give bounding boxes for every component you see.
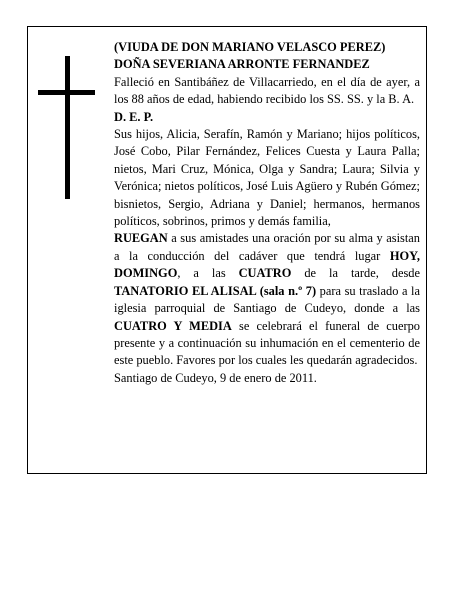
death-statement: Falleció en Santibáñez de Villacarriedo, en el día de ayer, a los 88 años de edad, habiendo recibido los SS. SS. y la B. A. (114, 74, 420, 107)
day-text: HOY, DOMINGO (114, 248, 420, 281)
request-text-1: a sus amistades una oración por su alma y asistan a la conducción del cadáver que tendrá lugar (114, 231, 420, 263)
request-text-5: se celebrará el funeral de cuerpo presente y a continuación su inhumación en el cementerio de este pueblo. Favores por los cuales les quedarán agradecidos. (114, 318, 420, 368)
obituary-notice (27, 26, 427, 474)
request-text-2: , a las (177, 266, 239, 281)
funeral-home: TANATORIO EL ALISAL (sala n.º 7) (114, 283, 317, 298)
obituary-text (114, 39, 420, 387)
cross-icon (38, 56, 95, 199)
deceased-name: DOÑA SEVERIANA ARRONTE FERNANDEZ (114, 57, 370, 72)
ruegan-word: RUEGAN (114, 231, 168, 246)
place-date: Santiago de Cudeyo, 9 de enero de 2011. (114, 370, 317, 385)
request-text-4: para su traslado a la iglesia parroquial de Santiago de Cudeyo, donde a las (114, 283, 420, 316)
widow-line: (VIUDA DE DON MARIANO VELASCO PEREZ) (114, 40, 386, 54)
departure-time: CUATRO (238, 266, 292, 281)
funeral-request (114, 230, 420, 369)
funeral-time: CUATRO Y MEDIA (114, 318, 232, 333)
family-list: Sus hijos, Alicia, Serafín, Ramón y Mariano; hijos políticos, José Cobo, Pilar Fernández, Felices Cuesta y Laura Palla; nietos, Mari Cruz, Mónica, Olga y Sandra; Laura; Silvia y Verónica; nietos políticos, José Luis Agüero y Rubén Gómez; bisnietos, Sergio, Adriana y Daniel; hermanos, hermanos políticos, sobrinos, primos y demás familia, (114, 127, 420, 229)
dep-line: D. E. P. (114, 109, 154, 124)
request-text-3: de la tarde, desde (291, 266, 420, 281)
